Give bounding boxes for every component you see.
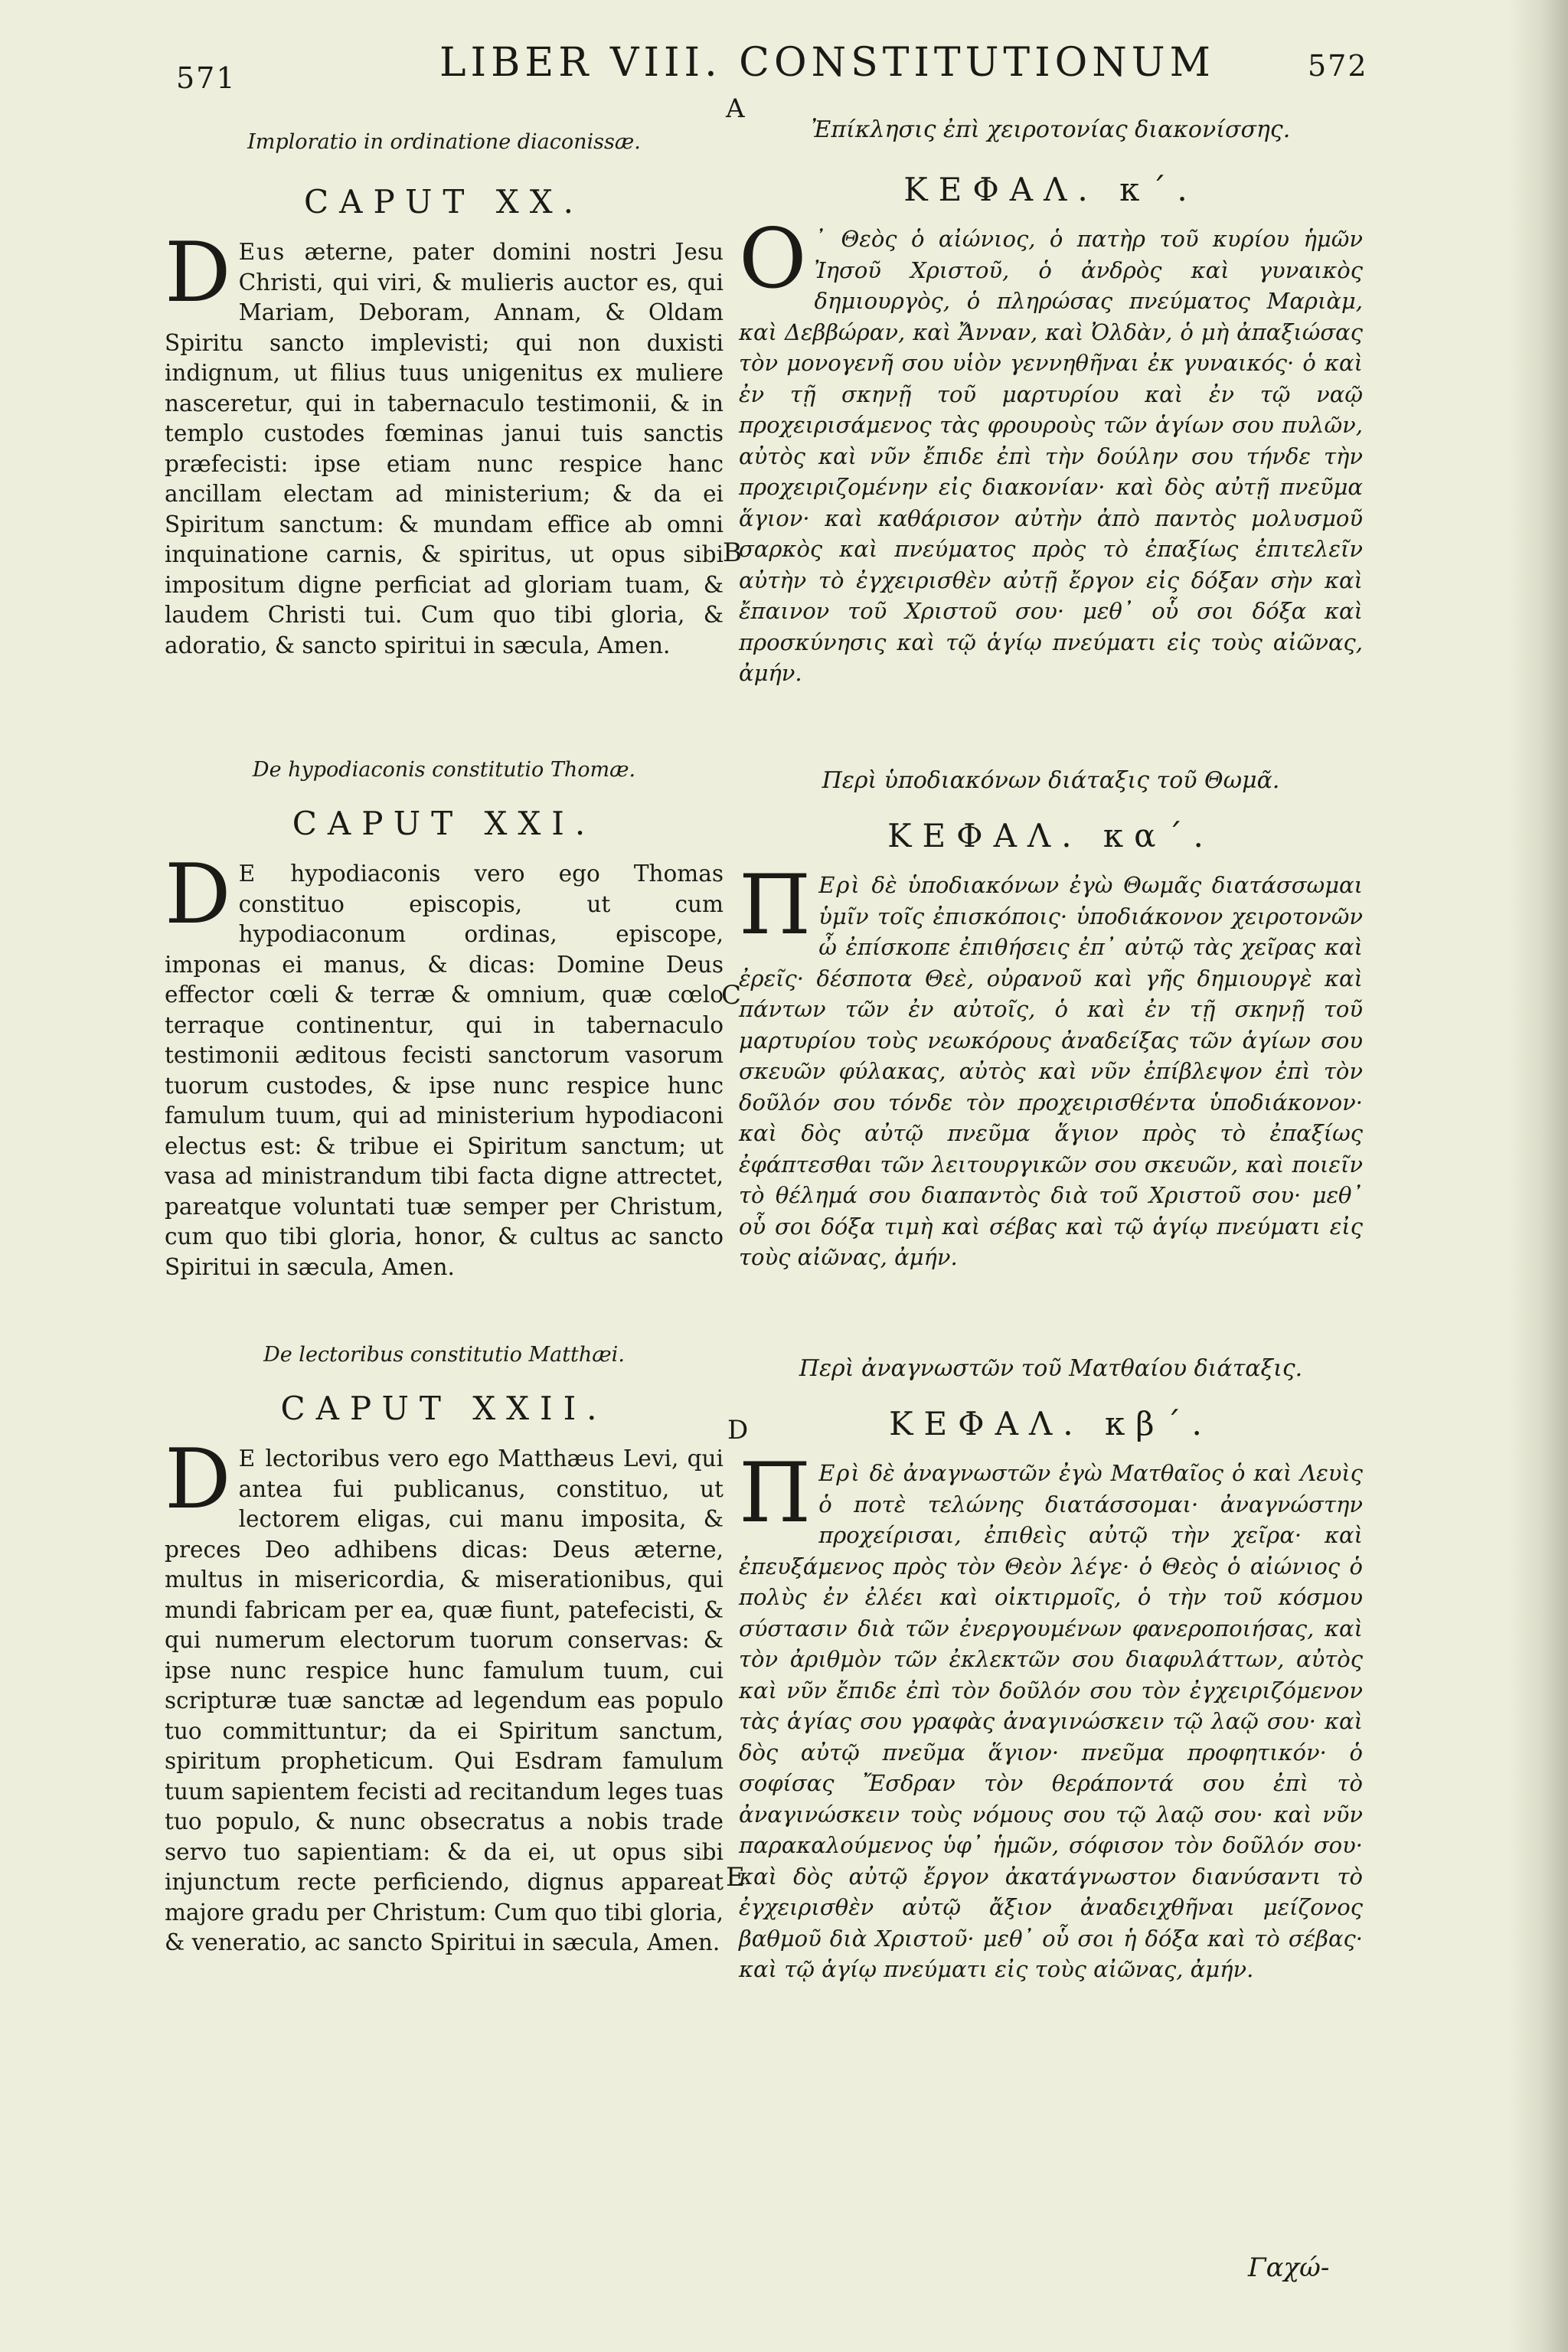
latin-ch22-title: CAPUT XXII.: [280, 1390, 608, 1427]
page-number-right: 572: [1308, 49, 1368, 83]
greek-ch22-lead: Ερὶ: [818, 1460, 861, 1486]
greek-ch22-text: [739, 1446, 1363, 1985]
greek-ch20-subhead: Ἐπίκλησις ἐπὶ χειροτονίας διακονίσσης.: [811, 116, 1291, 143]
latin-ch21-initial: D: [165, 847, 231, 942]
greek-chapter-20: [739, 116, 1363, 752]
greek-ch21-subhead: Περὶ ὑποδιακόνων διάταξις τοῦ Θωμᾶ.: [822, 767, 1280, 794]
greek-chapter-21: [739, 767, 1363, 1354]
margin-letter-b: B: [723, 537, 742, 568]
margin-letter-a: A: [726, 93, 745, 124]
latin-chapter-20: [165, 130, 724, 743]
latin-chapter-22: [165, 1343, 724, 1958]
catchword: Γαχώ-: [1248, 2252, 1330, 2283]
margin-letter-e: E: [726, 1862, 745, 1893]
latin-ch22-lead: E: [238, 1446, 257, 1472]
running-header: [0, 40, 1568, 93]
latin-ch20-title: CAPUT XX.: [304, 183, 584, 220]
latin-ch21-text: [165, 847, 724, 1282]
latin-ch21-subhead: De hypodiaconis constitutio Thomæ.: [252, 758, 636, 782]
latin-ch21-lead: E: [238, 861, 257, 887]
greek-ch22-initial: Π: [739, 1446, 812, 1541]
greek-ch22-title: ΚΕΦΑΛ. κβ΄.: [889, 1405, 1213, 1442]
latin-ch22-subhead: De lectoribus constitutio Matthæi.: [263, 1343, 625, 1367]
latin-ch21-body: hypodiaconis vero ego Thomas constituo episcopis, ut cum hypodiaconum ordinas, episcope, imponas ei manus, & dicas: Domine Deus effector cœli & terræ & omnium, quæ cœlo terraque continentur, qui in tabernaculo testimonii æditous fecisti sanctorum vasorum tuorum custodes, & ipse nunc respice hunc famulum tuum, qui ad ministerium hypodiaconi electus est: & tribue ei Spiritum sanctum; ut vasa ad ministrandum tibi facta digne attrectet, pareatque voluntati tuæ semper per Christum, cum quo tibi gloria, honor, & cultus ac sancto Spiritui in sæcula, Amen.: [165, 861, 724, 1280]
greek-ch21-title: ΚΕΦΑΛ. κα΄.: [887, 817, 1214, 854]
latin-ch22-initial: D: [165, 1432, 231, 1527]
greek-ch20-lead: ᾽: [814, 226, 828, 252]
page-number-left: 571: [176, 61, 237, 95]
latin-chapter-21: [165, 758, 724, 1340]
latin-ch20-initial: D: [165, 225, 231, 321]
margin-letter-d: D: [727, 1415, 749, 1446]
greek-ch20-body: Θεὸς ὁ αἰώνιος, ὁ πατὴρ τοῦ κυρίου ἡμῶν Ἰησοῦ Χριστοῦ, ὁ ἀνδρὸς καὶ γυναικὸς δημιουργὸς, ὁ πληρώσας πνεύματος Μαριὰμ, καὶ Δεββώραν, καὶ Ἄνναν, καὶ Ὀλδὰν, ὁ μὴ ἀπαξιώσας τὸν μονογενῆ σου υἱὸν γεννηθῆναι ἐκ γυναικός· ὁ καὶ ἐν τῇ σκηνῇ τοῦ μαρτυρίου καὶ ἐν τῷ ναῷ προχειρισάμενος τὰς φρουροὺς τῶν ἁγίων σου πυλῶν, αὐτὸς καὶ νῦν ἔπιδε ἐπὶ τὴν δούλην σου τήνδε τὴν προχειριζομένην εἰς διακονίαν· καὶ δὸς αὐτῇ πνεῦμα ἅγιον· καὶ καθάρισον αὐτὴν ἀπὸ παντὸς μολυσμοῦ σαρκὸς καὶ πνεύματος πρὸς τὸ ἐπαξίως ἐπιτελεῖν αὐτὴν τὸ ἐγχειρισθὲν αὐτῇ ἔργον εἰς δόξαν σὴν καὶ ἔπαινον τοῦ Χριστοῦ σου· μεθ᾽ οὗ σοι δόξα καὶ προσκύνησις καὶ τῷ ἁγίῳ πνεύματι εἰς τοὺς αἰῶνας, ἀμήν.: [739, 226, 1364, 686]
latin-ch20-body: æterne, pater domini nostri Jesu Christi, qui viri, & mulieris auctor es, qui Mariam, Deboram, Annam, & Oldam Spiritu sancto implevisti; qui non duxisti indignum, ut filius tuus unigenitus ex muliere nasceretur, qui in tabernaculo testimonii, & in templo custodes fœminas janui tuis sanctis præfecisti: ipse etiam nunc respice hanc ancillam electam ad ministerium; & da ei Spiritum sanctum: & mundam effice ab omni inquinatione carnis, & spiritus, ut opus sibi impositum digne perficiat ad gloriam tuam, & laudem Christi tui. Cum quo tibi gloria, & adoratio, & sancto spiritui in sæcula, Amen.: [165, 239, 724, 658]
greek-ch21-lead: Ερὶ: [818, 872, 861, 898]
greek-ch20-initial: Ο: [739, 211, 807, 307]
greek-ch21-initial: Π: [739, 858, 812, 953]
greek-column: [739, 115, 1363, 1985]
latin-ch22-text: [165, 1432, 724, 1958]
latin-column: [165, 115, 724, 1958]
latin-ch21-title: CAPUT XXI.: [292, 805, 596, 842]
greek-ch21-body: δὲ ὑποδιακόνων ἐγὼ Θωμᾶς διατάσσωμαι ὑμῖν τοῖς ἐπισκόποις· ὑποδιάκονον χειροτονῶν ὦ ἐπίσκοπε ἐπιθήσεις ἐπ᾽ αὐτῷ τὰς χεῖρας καὶ ἐρεῖς· δέσποτα Θεὲ, οὐρανοῦ καὶ γῆς δημιουργὲ καὶ πάντων τῶν ἐν αὐτοῖς, ὁ καὶ ἐν τῇ σκηνῇ τοῦ μαρτυρίου τοὺς νεωκόρους ἀναδείξας τῶν ἁγίων σου σκευῶν φύλακας, αὐτὸς καὶ νῦν ἐπίβλεψον ἐπὶ τὸν δοῦλόν σου τόνδε τὸν προχειρισθέντα ὑποδιάκονον· καὶ δὸς αὐτῷ πνεῦμα ἅγιον πρὸς τὸ ἐπαξίως ἐφάπτεσθαι τῶν λειτουργικῶν σου σκευῶν, καὶ ποιεῖν τὸ θέλημά σου διαπαντὸς διὰ τοῦ Χριστοῦ σου· μεθ᾽ οὗ σοι δόξα τιμὴ καὶ σέβας καὶ τῷ ἁγίῳ πνεύματι εἰς τοὺς αἰῶνας, ἀμήν.: [739, 872, 1364, 1270]
greek-ch20-title: ΚΕΦΑΛ. κ΄.: [903, 171, 1198, 208]
latin-ch20-subhead: Imploratio in ordinatione diaconissæ.: [247, 130, 641, 154]
greek-ch21-text: [739, 858, 1364, 1273]
greek-chapter-22: [739, 1355, 1363, 1985]
greek-ch22-body: δὲ ἀναγνωστῶν ἐγὼ Ματθαῖος ὁ καὶ Λευὶς ὁ ποτὲ τελώνης διατάσσομαι· ἀναγνώστην προχείρισαι, ἐπιθεὶς αὐτῷ τὴν χεῖρα· καὶ ἐπευξάμενος πρὸς τὸν Θεὸν λέγε· ὁ Θεὸς ὁ αἰώνιος ὁ πολὺς ἐν ἐλέει καὶ οἰκτιρμοῖς, ὁ τὴν τοῦ κόσμου σύστασιν διὰ τῶν ἐνεργουμένων φανεροποιήσας, καὶ τὸν ἀριθμὸν τῶν ἐκλεκτῶν σου διαφυλάττων, αὐτὸς καὶ νῦν ἔπιδε ἐπὶ τὸν δοῦλόν σου τὸν ἐγχειριζόμενον τὰς ἁγίας σου γραφὰς ἀναγινώσκειν τῷ λαῷ σου· καὶ δὸς αὐτῷ πνεῦμα ἅγιον· πνεῦμα προφητικόν· ὁ σοφίσας Ἔσδραν τὸν θεράποντά σου ἐπὶ τὸ ἀναγινώσκειν τοὺς νόμους σου τῷ λαῷ σου· καὶ νῦν παρακαλούμενος ὑφ᾽ ἡμῶν, σόφισον τὸν δοῦλόν σου· καὶ δὸς αὐτῷ ἔργον ἀκατάγνωστον διανύσαντι τὸ ἐγχειρισθὲν αὐτῷ ἄξιον ἀναδειχθῆναι μείζονος βαθμοῦ διὰ Χριστοῦ· μεθ᾽ οὗ σοι ἡ δόξα καὶ τὸ σέβας· καὶ τῷ ἁγίῳ πνεύματι εἰς τοὺς αἰῶνας, ἀμήν.: [739, 1460, 1363, 1982]
running-title: LIBER VIII. CONSTITUTIONUM: [439, 40, 1215, 86]
latin-ch20-lead: Eus: [238, 239, 286, 265]
greek-ch20-text: [739, 211, 1364, 689]
greek-ch22-subhead: Περὶ ἀναγνωστῶν τοῦ Ματθαίου διάταξις.: [799, 1355, 1303, 1382]
latin-ch22-body: lectoribus vero ego Matthæus Levi, qui antea fui publicanus, constituo, ut lectorem eligas, cui manu imposita, & preces Deo adhibens dicas: Deus æterne, multus in misericordia, & miserationibus, qui mundi fabricam per ea, quæ fiunt, patefecisti, & qui numerum electorum tuorum conservas: & ipse nunc respice hunc famulum tuum, cui scripturæ tuæ sanctæ ad legendum eas populo tuo committuntur; da ei Spiritum sanctum, spiritum propheticum. Qui Esdram famulum tuum sapientem fecisti ad recitandum leges tuas tuo populo, & nunc obsecratus a nobis trade servo tuo sapientiam: & da ei, ut opus sibi injunctum recte perficiendo, dignus appareat majore gradu per Christum: Cum quo tibi gloria, & veneratio, ac sancto Spiritui in sæcula, Amen.: [165, 1446, 724, 1955]
margin-letter-c: C: [721, 980, 742, 1011]
latin-ch20-text: [165, 225, 724, 661]
page-edge-shadow: [1508, 0, 1568, 2352]
